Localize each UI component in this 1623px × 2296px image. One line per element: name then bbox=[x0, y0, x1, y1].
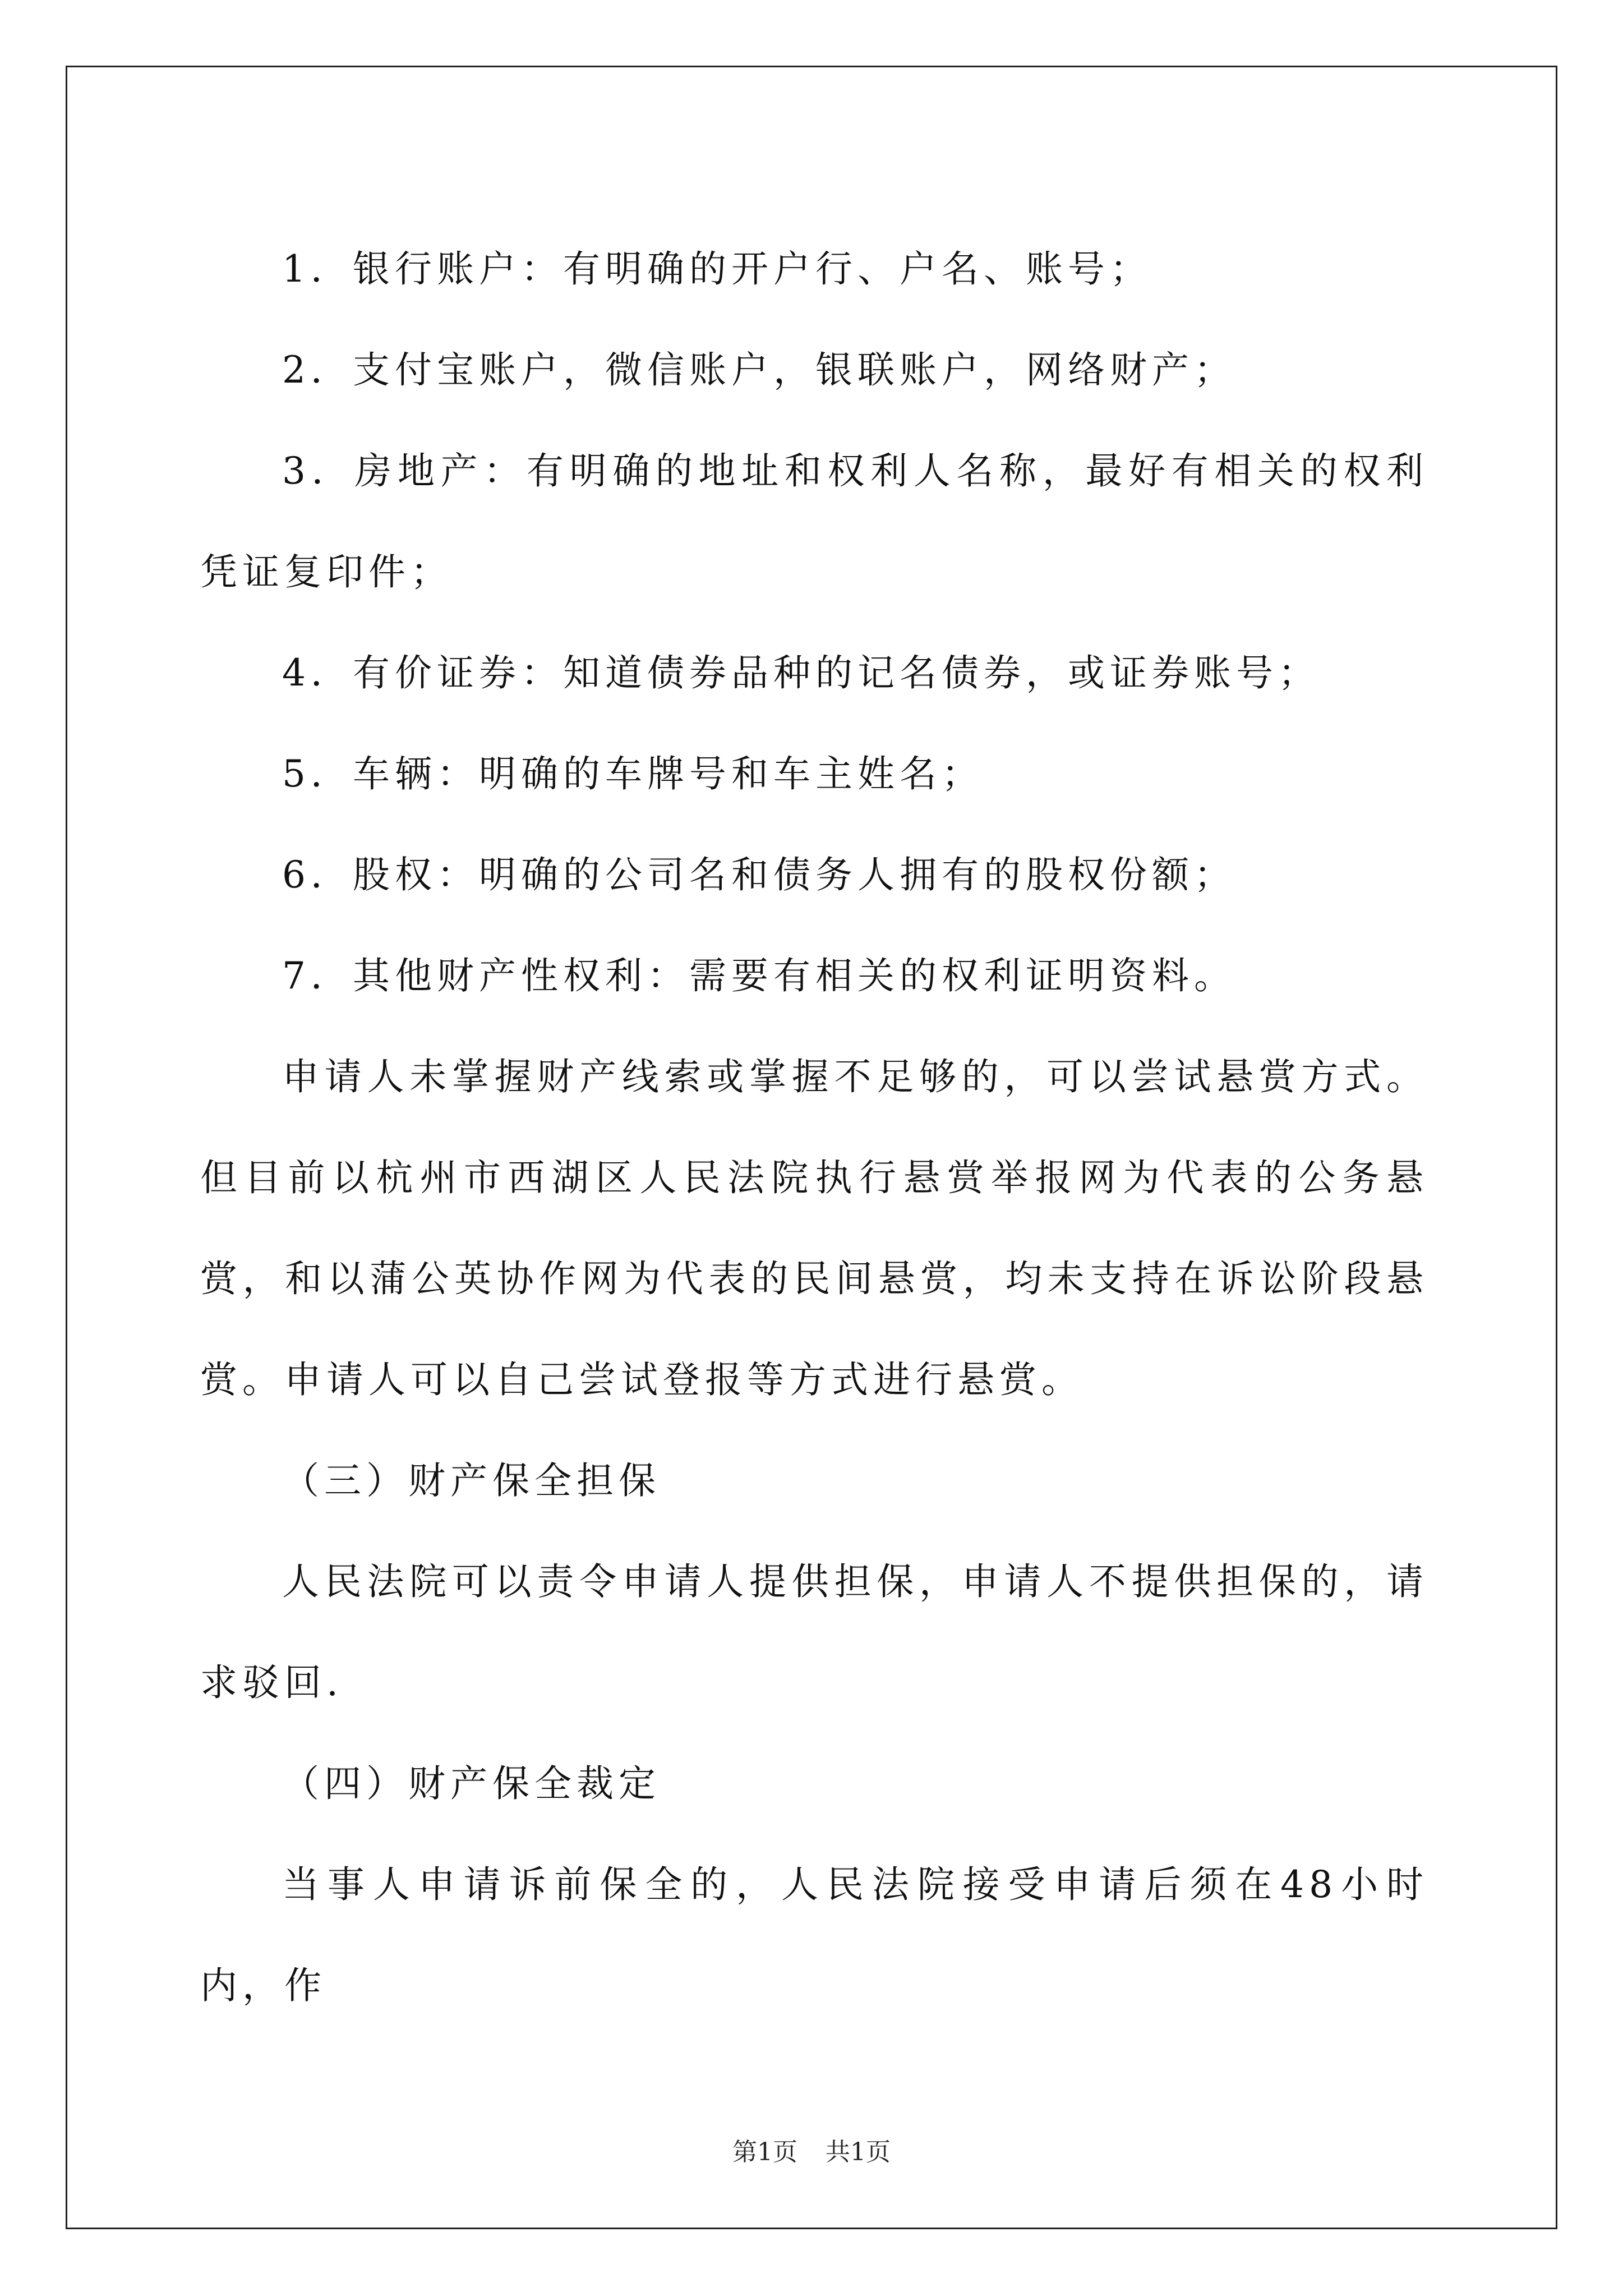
document-body bbox=[200, 219, 1428, 2036]
paragraph-ruling: 当事人申请诉前保全的，人民法院接受申请后须在48小时内，作 bbox=[200, 1863, 1428, 2007]
paragraph-guarantee: 人民法院可以责令申请人提供担保，申请人不提供担保的，请求驳回. bbox=[200, 1560, 1428, 1704]
paragraph-reward: 申请人未掌握财产线索或掌握不足够的，可以尝试悬赏方式。但目前以杭州市西湖区人民法院执行悬赏举报网为代表的公务悬赏，和以蒲公英协作网为代表的民间悬赏，均未支持在诉讼阶段悬赏。申请人可以自己尝试登报等方式进行悬赏。 bbox=[200, 1055, 1428, 1401]
page-number-total: 共1页 bbox=[826, 2138, 891, 2166]
page-footer bbox=[0, 2132, 1623, 2168]
section-heading-ruling: （四）财产保全裁定 bbox=[282, 1762, 661, 1805]
list-item-bank-account: 1．银行账户：有明确的开户行、户名、账号； bbox=[282, 247, 1152, 291]
list-item-vehicles: 5．车辆：明确的车牌号和车主姓名； bbox=[282, 752, 984, 795]
list-item-real-estate: 3．房地产：有明确的地址和权利人名称，最好有相关的权利凭证复印件； bbox=[200, 449, 1428, 593]
list-item-other-rights: 7．其他财产性权利：需要有相关的权利证明资料。 bbox=[282, 954, 1236, 997]
list-item-equity: 6．股权：明确的公司名和债务人拥有的股权份额； bbox=[282, 853, 1236, 896]
list-item-securities: 4．有价证券：知道债券品种的记名债券，或证券账号； bbox=[282, 651, 1320, 694]
section-heading-guarantee: （三）财产保全担保 bbox=[282, 1459, 661, 1502]
list-item-online-accounts: 2．支付宝账户，微信账户，银联账户，网络财产； bbox=[282, 348, 1236, 392]
page-number-current: 第1页 bbox=[732, 2138, 797, 2166]
